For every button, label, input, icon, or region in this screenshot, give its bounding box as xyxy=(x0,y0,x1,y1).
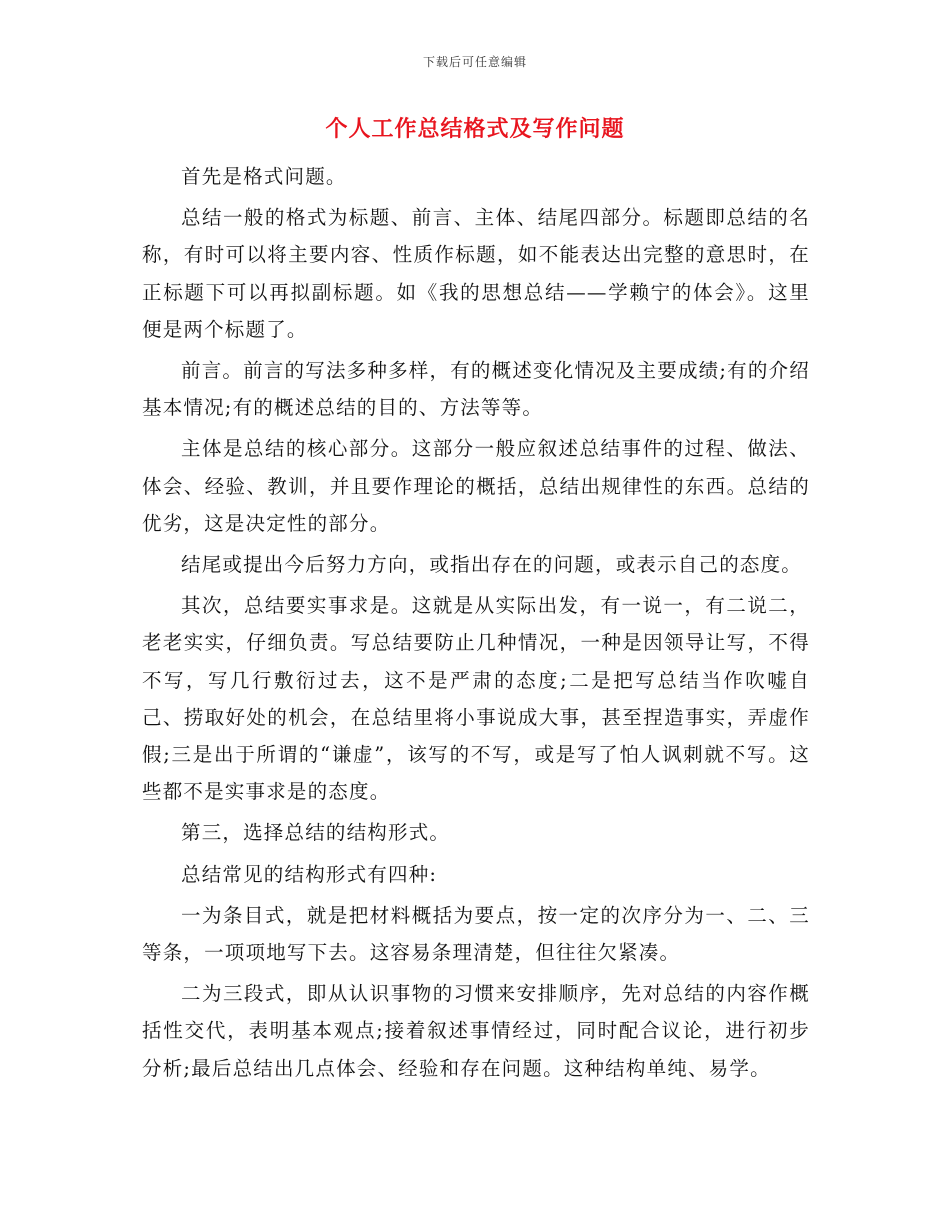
paragraph-preface: 前言。前言的写法多种多样，有的概述变化情况及主要成绩;有的介绍基本情况;有的概述总结的目的、方法等等。 xyxy=(142,359,810,420)
paragraph-three-part-form: 二为三段式，即从认识事物的习惯来安排顺序，先对总结的内容作概括性交代，表明基本观点;接着叙述事情经过，同时配合议论，进行初步分析;最后总结出几点体会、经验和存在问题。这种结构单纯、易学。 xyxy=(142,982,810,1080)
paragraph-main-body: 主体是总结的核心部分。这部分一般应叙述总结事件的过程、做法、体会、经验、教训，并且要作理论的概括，总结出规律性的东西。总结的优劣，这是决定性的部分。 xyxy=(142,437,810,535)
paragraph-seek-truth: 其次，总结要实事求是。这就是从实际出发，有一说一，有二说二，老老实实，仔细负责。写总结要防止几种情况，一种是因领导让写，不得不写，写几行敷衍过去，这不是严肃的态度;二是把写总结当作吹嘘自己、捞取好处的机会，在总结里将小事说成大事，甚至捏造事实，弄虚作假;三是出于所谓的“谦虚”，该写的不写，或是写了怕人讽刺就不写。这些都不是实事求是的态度。 xyxy=(142,594,810,804)
document-body xyxy=(142,158,810,1091)
paragraph-structure-choice: 第三，选择总结的结构形式。 xyxy=(181,821,451,845)
paragraph-ending: 结尾或提出今后努力方向，或指出存在的问题，或表示自己的态度。 xyxy=(181,553,803,577)
document-title: 个人工作总结格式及写作问题 xyxy=(325,116,625,142)
paragraph-itemized-form: 一为条目式，就是把材料概括为要点，按一定的次序分为一、二、三等条，一项项地写下去。这容易条理清楚，但往往欠紧凑。 xyxy=(142,903,810,965)
paragraph-format-intro: 首先是格式问题。 xyxy=(181,165,347,188)
paragraph-general-format: 总结一般的格式为标题、前言、主体、结尾四部分。标题即总结的名称，有时可以将主要内容、性质作标题，如不能表达出完整的意思时，在正标题下可以再拟副标题。如《我的思想总结——学赖宁的体会》。这里便是两个标题了。 xyxy=(142,206,810,341)
header-note: 下载后可任意编辑 xyxy=(422,55,527,69)
paragraph-four-structures: 总结常见的结构形式有四种: xyxy=(181,862,438,886)
